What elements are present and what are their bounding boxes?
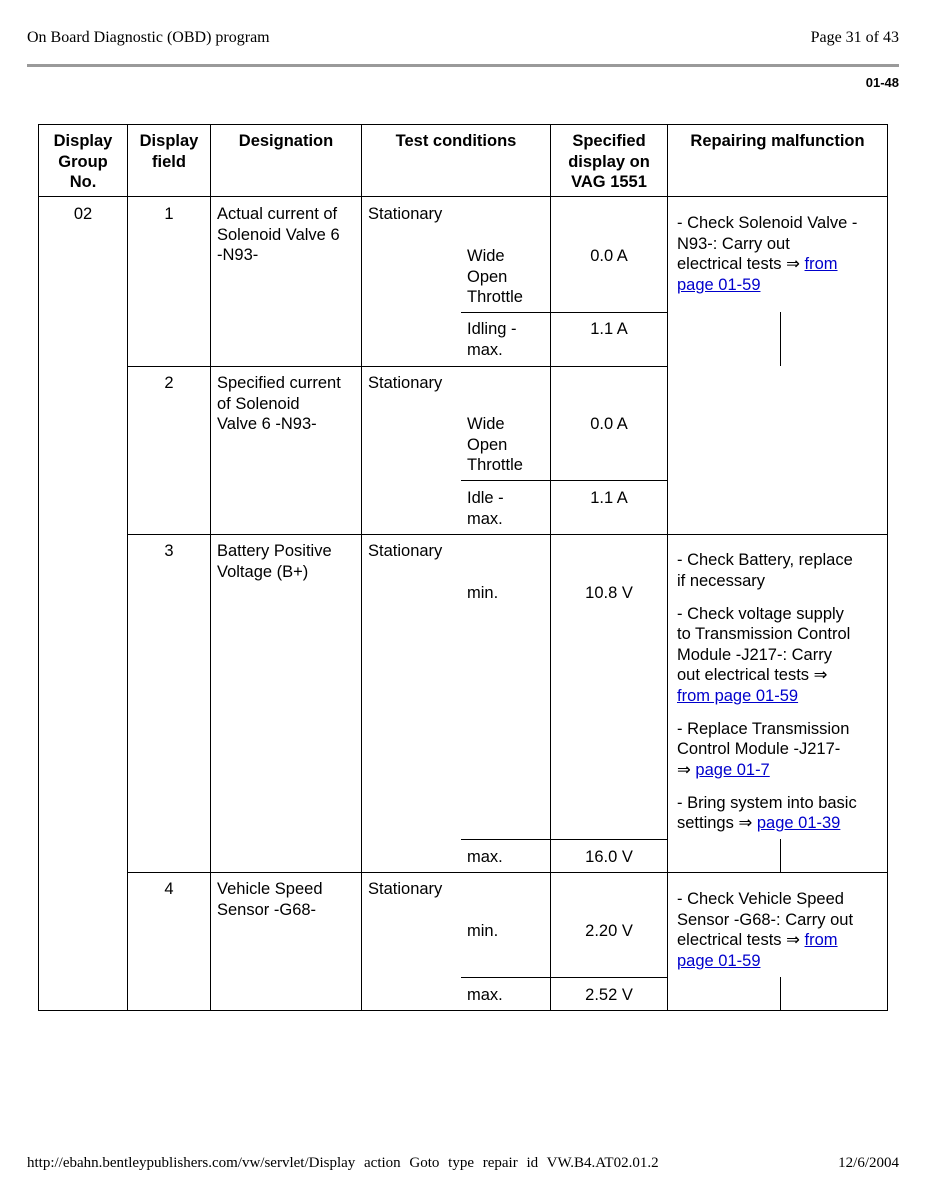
designation-cell: Battery Positive Voltage (B+) xyxy=(217,542,332,581)
test-condition: Stationary xyxy=(368,880,443,898)
test-condition: Stationary xyxy=(368,542,443,560)
header-test-conditions: Test conditions xyxy=(395,132,517,150)
specified-value: 1.1 A xyxy=(590,320,628,338)
designation-cell: Actual current of Solenoid Valve 6 -N93- xyxy=(217,205,340,264)
bracket-mark xyxy=(780,312,781,366)
display-field-number: 3 xyxy=(164,542,174,560)
sub-condition: Idle - max. xyxy=(467,489,504,528)
designation-cell: Vehicle Speed Sensor -G68- xyxy=(217,880,323,919)
specified-value: 2.20 V xyxy=(585,922,633,940)
row-divider xyxy=(127,534,888,535)
display-field-number: 4 xyxy=(164,880,174,898)
sub-condition: Wide Open Throttle xyxy=(467,247,523,306)
sub-condition: max. xyxy=(467,848,503,866)
header-display-group: Display Group No. xyxy=(53,132,113,191)
specified-value: 0.0 A xyxy=(590,415,628,433)
header-row-divider xyxy=(38,196,888,197)
subrow-divider xyxy=(461,977,668,978)
column-divider xyxy=(361,124,362,1011)
repair-instruction-battery xyxy=(677,550,885,846)
header-specified-display: Specified display on VAG 1551 xyxy=(568,132,650,191)
page-link[interactable]: page 01-7 xyxy=(695,760,770,779)
specified-value: 0.0 A xyxy=(590,247,628,265)
page-link[interactable]: from xyxy=(804,255,838,273)
header-designation: Designation xyxy=(238,132,334,150)
repair-instruction-speed-sensor: - Check Vehicle Speed Sensor -G68-: Carry out electrical tests ⇒ from page 01-59 xyxy=(677,890,854,970)
display-group-number: 02 xyxy=(73,205,93,223)
sub-condition: Idling - max. xyxy=(467,320,517,359)
header-repairing-malfunction: Repairing malfunction xyxy=(690,132,865,150)
section-code: 01-48 xyxy=(865,75,899,90)
repair-step: - Replace Transmission Control Module -J217- ⇒ page 01-7 xyxy=(677,719,850,779)
bracket-mark xyxy=(780,977,781,1011)
repair-step: - Check voltage supply to Transmission Control Module -J217-: Carry out electrical tests ⇒ from page 01-59 xyxy=(677,604,851,705)
subrow-divider xyxy=(461,839,668,840)
sub-condition: max. xyxy=(467,986,503,1004)
row-divider xyxy=(127,366,668,367)
column-divider xyxy=(127,124,128,1011)
page-number: Page 31 of 43 xyxy=(810,29,899,46)
table-border-top xyxy=(38,124,888,125)
page-link[interactable]: page 01-39 xyxy=(756,814,841,832)
repair-step: - Bring system into basic settings ⇒ page 01-39 xyxy=(677,793,857,832)
sub-condition: min. xyxy=(467,922,499,940)
page-link[interactable]: from xyxy=(804,931,838,949)
specified-value: 16.0 V xyxy=(585,848,633,866)
specified-value: 1.1 A xyxy=(590,489,628,507)
footer-url: http://ebahn.bentleypublishers.com/vw/servlet/Display action Goto type repair id VW.B4.AT02.01.2 xyxy=(27,1155,659,1171)
test-condition: Stationary xyxy=(368,205,443,223)
table-border-bottom xyxy=(38,1010,888,1011)
repair-step: - Check Battery, replace if necessary xyxy=(677,551,853,590)
page-link[interactable]: from page 01-59 xyxy=(677,686,799,705)
subrow-divider xyxy=(461,312,668,313)
specified-value: 2.52 V xyxy=(585,986,633,1004)
document-title: On Board Diagnostic (OBD) program xyxy=(27,29,270,46)
subrow-divider xyxy=(461,480,668,481)
specified-value: 10.8 V xyxy=(585,584,633,602)
page-link[interactable]: page 01-59 xyxy=(677,275,761,294)
designation-cell: Specified current of Solenoid Valve 6 -N93- xyxy=(217,374,341,433)
display-field-number: 2 xyxy=(164,374,174,392)
table-border-right xyxy=(887,124,888,1011)
repair-instruction-solenoid: - Check Solenoid Valve - N93-: Carry out electrical tests ⇒ from page 01-59 xyxy=(677,214,858,294)
row-divider xyxy=(127,872,888,873)
page-link[interactable]: page 01-59 xyxy=(677,951,761,970)
header-display-field: Display field xyxy=(139,132,199,171)
display-field-number: 1 xyxy=(164,205,174,223)
table-border-left xyxy=(38,124,39,1011)
header-divider xyxy=(27,64,899,67)
test-condition: Stationary xyxy=(368,374,443,392)
column-divider xyxy=(667,124,668,1011)
sub-condition: min. xyxy=(467,584,499,602)
footer-date: 12/6/2004 xyxy=(838,1155,899,1171)
sub-condition: Wide Open Throttle xyxy=(467,415,523,474)
column-divider xyxy=(210,124,211,1011)
